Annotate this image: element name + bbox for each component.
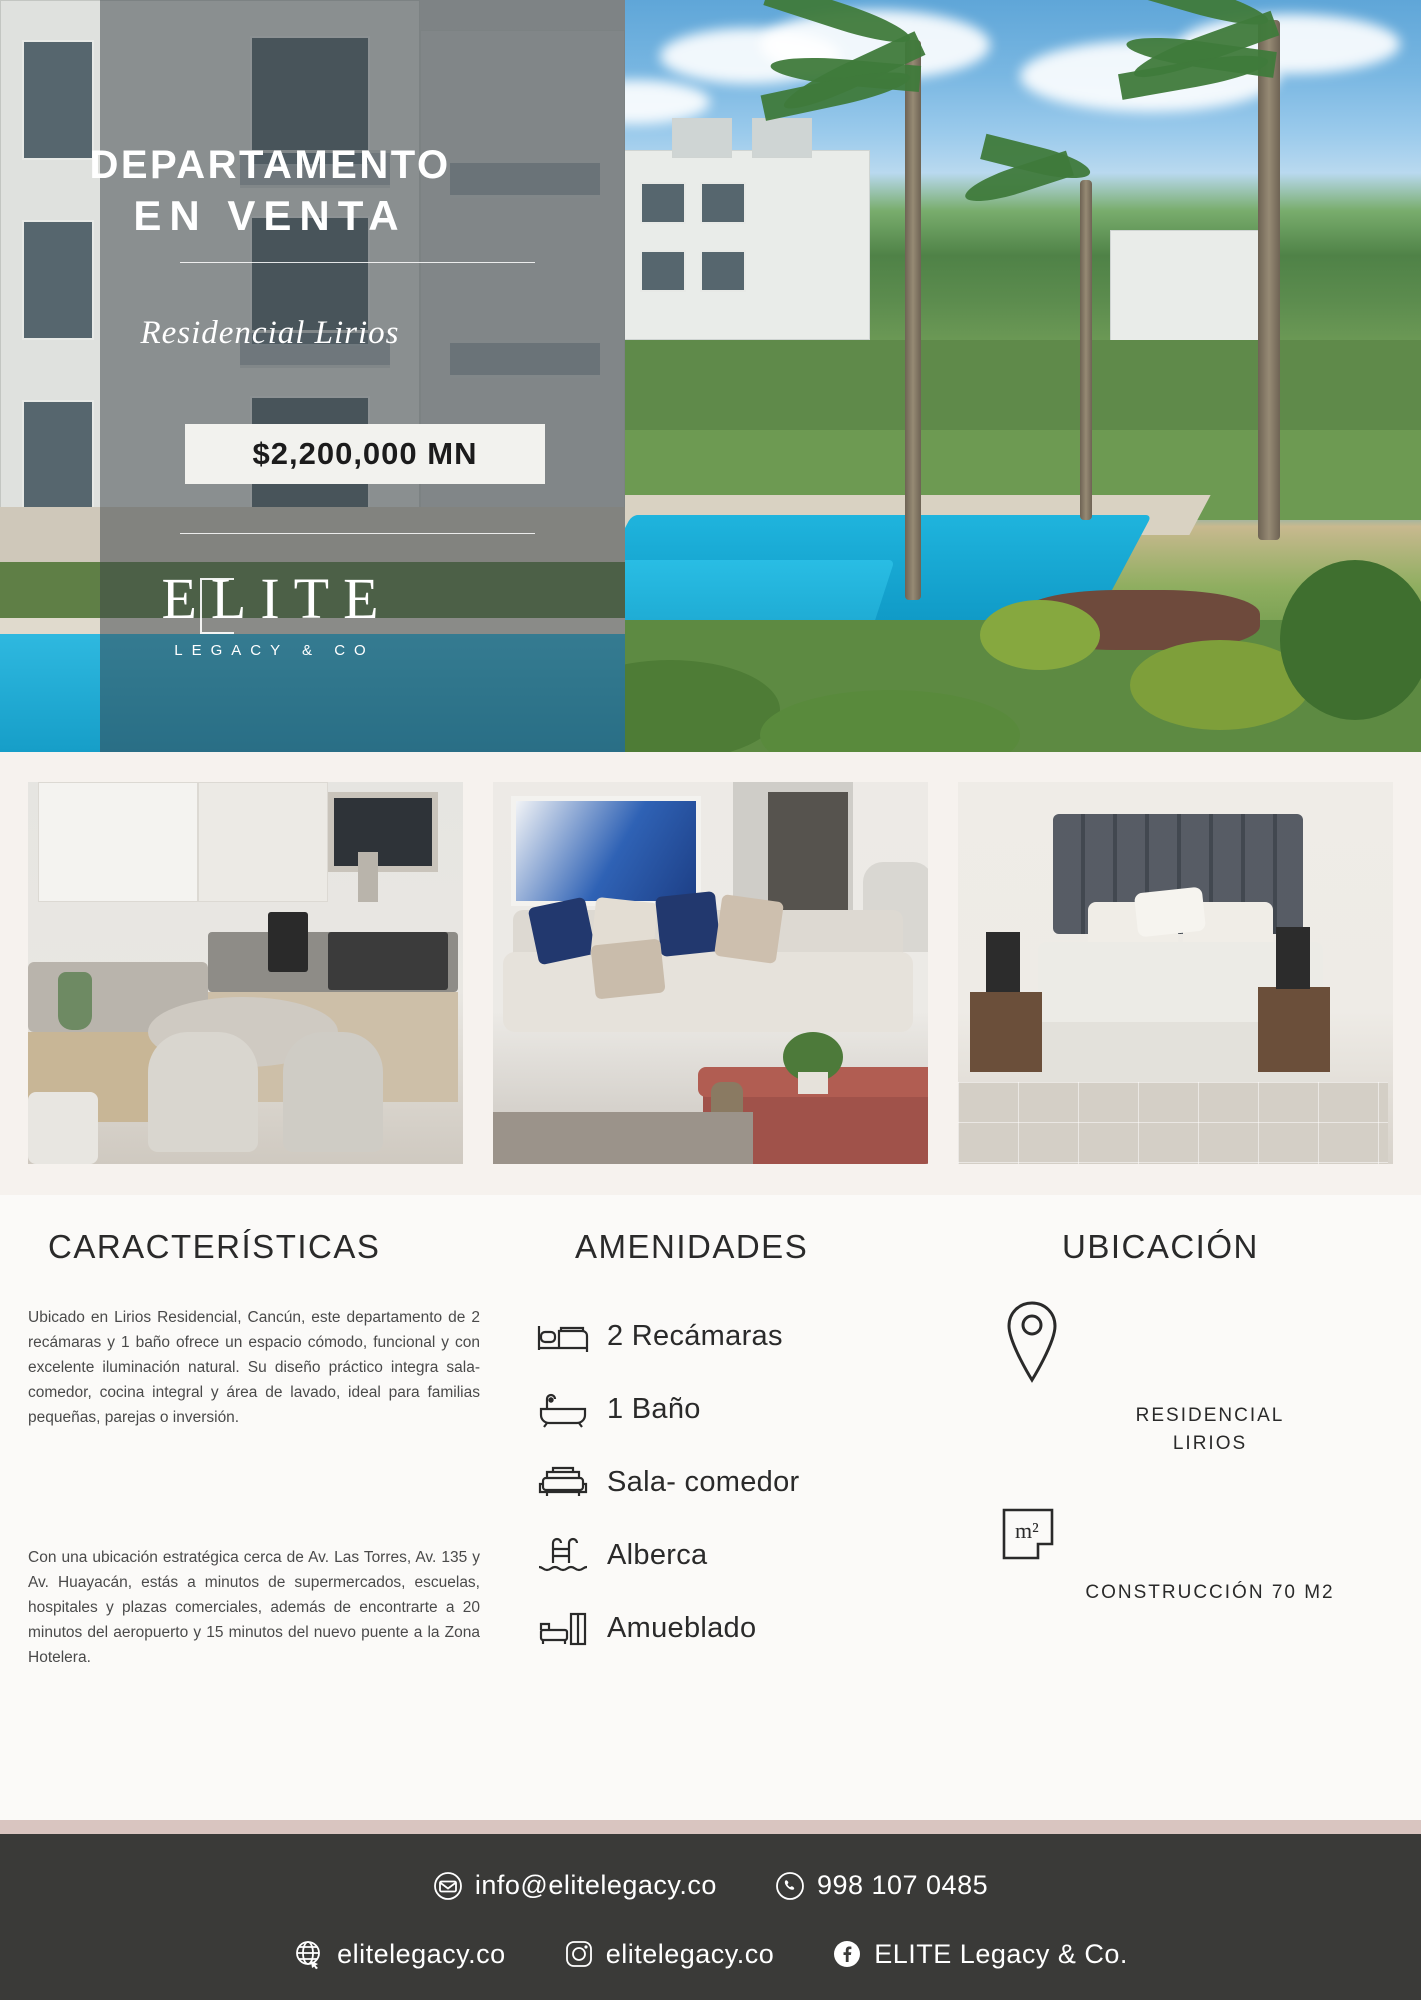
- hero-overlay-content: [0, 0, 525, 752]
- shrub-shape: [1280, 560, 1421, 720]
- building-shape: [752, 118, 812, 158]
- globe-icon: [293, 1938, 325, 1970]
- divider-line: [180, 533, 535, 534]
- divider-line: [180, 262, 535, 263]
- building-shape: [672, 118, 732, 158]
- footer-phone-text: 998 107 0485: [816, 1870, 989, 1900]
- rug-shape: [493, 1112, 753, 1164]
- footer-email[interactable]: [433, 1870, 717, 1901]
- phone-icon: [775, 1871, 805, 1901]
- microwave-shape: [328, 792, 438, 872]
- lamp-shape: [1276, 927, 1310, 989]
- window-shape: [700, 182, 746, 224]
- amenity-item: [535, 1300, 965, 1373]
- footer-divider: [0, 1820, 1421, 1834]
- nightstand-shape: [1258, 987, 1330, 1072]
- footer-facebook[interactable]: [832, 1939, 1128, 1970]
- square-meters-icon: [1000, 1506, 1420, 1562]
- footer-row-social: [0, 1938, 1421, 1970]
- amenity-label: Sala- comedor: [607, 1466, 800, 1498]
- amenity-label: 2 Recámaras: [607, 1320, 783, 1352]
- chair-shape: [283, 1032, 383, 1152]
- shrub-shape: [980, 600, 1100, 670]
- living-photo: [493, 782, 928, 1164]
- wall-art-shape: [511, 796, 701, 906]
- coffee-machine-shape: [268, 912, 308, 972]
- amenity-item: [535, 1373, 965, 1446]
- footer-instagram[interactable]: [564, 1939, 775, 1970]
- sofa-seat-shape: [503, 952, 913, 1032]
- features-heading: CARACTERÍSTICAS: [48, 1228, 381, 1265]
- window-shape: [640, 182, 686, 224]
- nightstand-shape: [970, 992, 1042, 1072]
- palm-trunk-shape: [905, 40, 921, 600]
- amenity-item: [535, 1446, 965, 1519]
- location-heading: UBICACIÓN: [1062, 1228, 1259, 1265]
- planter-shape: [798, 1072, 828, 1094]
- price-badge: [185, 424, 545, 484]
- cushion-shape: [590, 938, 665, 999]
- brand-name: ELITE: [161, 566, 393, 631]
- location-name: [1000, 1402, 1420, 1458]
- photo-gallery: [0, 752, 1421, 1195]
- footer-section: [0, 1834, 1421, 2000]
- footer-website-text: elitelegacy.co: [337, 1938, 506, 1969]
- amenities-heading: AMENIDADES: [575, 1228, 809, 1265]
- brand-logo: [80, 566, 460, 659]
- furnished-icon: [535, 1606, 591, 1652]
- footer-email-text: info@elitelegacy.co: [474, 1870, 717, 1900]
- envelope-icon: [433, 1871, 463, 1901]
- amenity-label: Alberca: [607, 1539, 708, 1571]
- features-paragraph-1: Ubicado en Lirios Residencial, Cancún, este departamento de 2 recámaras y 1 baño ofrece un espacio cómodo, funcional y con excelente iluminación natural. Su diseño práctico integra sala-comedor, cocina integral y área de lavado, ideal para familias pequeñas, parejas o inversión.: [28, 1309, 480, 1426]
- upper-cabinet-shape: [198, 782, 328, 902]
- hero-title-line1: DEPARTAMENTO: [89, 143, 451, 187]
- bathtub-icon: [535, 1387, 591, 1433]
- construction-area-label: CONSTRUCCIÓN 70 M2: [1085, 1582, 1335, 1603]
- svg-text:m²: m²: [1015, 1518, 1039, 1543]
- location-block: [1000, 1300, 1420, 1604]
- footer-instagram-text: elitelegacy.co: [605, 1938, 775, 1969]
- cushion-shape: [655, 891, 721, 957]
- palm-trunk-shape: [1080, 180, 1092, 520]
- sofa-icon: [535, 1460, 591, 1506]
- location-name-line1: RESIDENCIAL: [1135, 1405, 1285, 1426]
- cushion-shape: [528, 897, 597, 966]
- palm-trunk-shape: [1258, 20, 1280, 540]
- map-pin-icon: [1000, 1300, 1420, 1384]
- lamp-shape: [986, 932, 1020, 992]
- price-value: $2,200,000 MN: [252, 436, 478, 471]
- amenity-label: Amueblado: [607, 1612, 757, 1644]
- stove-shape: [328, 932, 448, 990]
- footer-phone[interactable]: [775, 1870, 988, 1901]
- amenity-item: [535, 1519, 965, 1592]
- pillow-shape: [1134, 887, 1206, 938]
- hero-section: [0, 0, 1421, 752]
- footer-website[interactable]: [293, 1938, 506, 1970]
- facebook-icon: [832, 1939, 862, 1969]
- chair-shape: [148, 1032, 258, 1152]
- amenity-item: [535, 1592, 965, 1665]
- brand-emblem-icon: [200, 578, 234, 634]
- pool-icon: [535, 1533, 591, 1579]
- bed-icon: [535, 1314, 591, 1360]
- faucet-shape: [358, 852, 378, 902]
- cushion-shape: [714, 894, 784, 964]
- brand-tagline: LEGACY & CO: [174, 642, 375, 659]
- floor-shape: [958, 1082, 1388, 1164]
- window-shape: [700, 250, 746, 292]
- window-shape: [640, 250, 686, 292]
- location-name-line2: LIRIOS: [1172, 1433, 1248, 1454]
- instagram-icon: [564, 1939, 594, 1969]
- upper-cabinet-shape: [38, 782, 198, 902]
- kitchen-photo: [28, 782, 463, 1164]
- bedroom-photo: [958, 782, 1393, 1164]
- figurine-shape: [58, 972, 92, 1030]
- amenities-list: [535, 1300, 965, 1665]
- mug-shape: [28, 1092, 98, 1164]
- hero-subtitle: Residencial Lirios: [140, 315, 400, 351]
- footer-facebook-text: ELITE Legacy & Co.: [874, 1938, 1128, 1969]
- footer-row-primary: [0, 1870, 1421, 1901]
- building-shape: [620, 150, 870, 340]
- features-paragraph-2: Con una ubicación estratégica cerca de Av. Las Torres, Av. 135 y Av. Huayacán, estás a minutos de supermercados, escuelas, hospitales y plazas comerciales, además de encontrarte a 20 minutos del aeropuerto y 15 minutos del nuevo puente a la Zona Hotelera.: [28, 1549, 480, 1666]
- amenity-label: 1 Baño: [607, 1393, 701, 1425]
- hero-title-line2: EN VENTA: [133, 192, 407, 239]
